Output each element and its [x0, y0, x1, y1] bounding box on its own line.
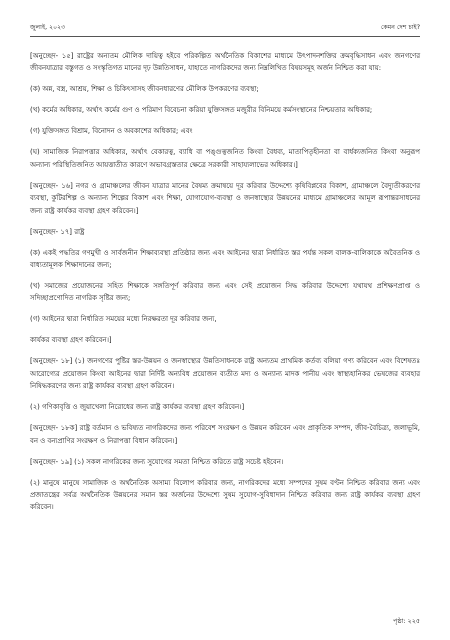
clause-gha-paragraph: (ঘ) সামাজিক নিরাপত্তার অধিকার, অর্থাৎ বেকারত্ব, ব্যাধি বা পঙ্গুত্বজনিত কিংবা বৈধব্য, মাতাপিতৃহীনতা বা বার্ধক্যজনিত কিংবা অনুরূপ অন্যান্য পরিস্থিতিজনিত আয়ত্তাতীত কারণে অভাবগ্রস্ততার ক্ষেত্রে সরকারী সাহায্যলাভের অধিকার।]: [30, 148, 420, 169]
clause-kha-paragraph: (খ) কর্মের অধিকার, অর্থাৎ কর্মের গুণ ও পরিমাণ বিবেচনা করিয়া যুক্তিসঙ্গত মজুরীর বিনিময়ে কর্মসংস্থানের নিশ্চয়তার অধিকার;: [30, 106, 373, 115]
article-19-2-paragraph: (২) মানুষে মানুষে সামাজিক ও অর্থনৈতিক অসাম্য বিলোপ করিবার জন্য, নাগরিকদের মধ্যে সম্পদের সুষম বণ্টন নিশ্চিত করিবার জন্য এবং প্রজাতন্ত্রের সর্বত্র অর্থনৈতিক উন্নয়নের সমান স্তর অর্জনের উদ্দেশ্যে সুষম সুযোগ-সুবিধাদান নিশ্চিত করিবার জন্য রাষ্ট্র কার্যকর ব্যবস্থা গ্রহণ করিবেন।: [30, 478, 420, 512]
article-15-paragraph: [অনুচ্ছেদ- ১৫] রাষ্ট্রের অন্যতম মৌলিক দায়িত্ব হইবে পরিকল্পিত অর্থনৈতিক বিকাশের মাধ্যমে উৎপাদনশক্তির ক্রমবৃদ্ধিসাধন এবং জনগণের জীবনযাত্রার বস্তুগত ও সংস্কৃতিগত মানের দৃঢ় উন্নতিসাধন, যাহাতে নাগরিকদের জন্য নিম্নলিখিত বিষয়সমূহ অর্জন নিশ্চিত করা যায়:: [30, 52, 420, 73]
article-19-1-paragraph: [অনুচ্ছেদ- ১৯] (১) সকল নাগরিকের জন্য সুযোগের সমতা নিশ্চিত করিতে রাষ্ট্র সচেষ্ট হইবেন।: [30, 457, 284, 466]
page-header: [30, 22, 420, 37]
article-18-1-paragraph: [অনুচ্ছেদ- ১৮] (১) জনগণের পুষ্টির স্তর-উন্নয়ন ও জনস্বাস্থ্যের উন্নতিসাধনকে রাষ্ট্র অন্যতম প্রাথমিক কর্তব্য বলিয়া গণ্য করিবেন এবং বিশেষতঃ আরোগ্যের প্রয়োজন কিংবা আইনের দ্বারা নির্দিষ্ট অন্যবিধ প্রয়োজন ব্যতীত মদ্য ও অন্যান্য মাদক পানীয় এবং স্বাস্থ্যহানিকর ভেষজের ব্যবহার নিষিদ্ধকরণের জন্য রাষ্ট্র কার্যকর ব্যবস্থা গ্রহণ করিবেন।: [30, 357, 420, 391]
article-17-heading: [অনুচ্ছেদ- ১৭] রাষ্ট্র: [30, 227, 85, 236]
article-17-clause-ka: (ক) একই পদ্ধতির গণমুখী ও সার্বজনীন শিক্ষাব্যবস্থা প্রতিষ্ঠার জন্য এবং আইনের দ্বারা নির্ধারিত স্তর পর্যন্ত সকল বালক-বালিকাকে অবৈতনিক ও বাধ্যতামূলক শিক্ষাদানের জন্য;: [30, 248, 420, 270]
article-17-clause-ga: (গ) আইনের দ্বারা নির্ধারিত সময়ের মধ্যে নিরক্ষরতা দূর করিবার জন্য,: [30, 315, 217, 324]
article-18a-paragraph: [অনুচ্ছেদ- ১৮ক] রাষ্ট্র বর্তমান ও ভবিষ্যত নাগরিকদের জন্য পরিবেশ সংরক্ষণ ও উন্নয়ন করিবেন এবং প্রাকৃতিক সম্পদ, জীব-বৈচিত্র্য, জলাভূমি, বন ও বন্যপ্রাণির সংরক্ষণ ও নিরাপত্তা বিধান করিবেন।]: [30, 424, 420, 445]
clause-ga-paragraph: (গ) যুক্তিসঙ্গত বিশ্রাম, বিনোদন ও অবকাশের অধিকার; এবং: [30, 127, 193, 136]
article-17-closing: কার্যকর ব্যবস্থা গ্রহণ করিবেন।]: [30, 336, 112, 345]
header-date: জুলাই, ২০২৩: [30, 24, 66, 31]
document-body: [30, 50, 420, 522]
article-17-clause-kha: (খ) সমাজের প্রয়োজনের সহিত শিক্ষাকে সঙ্গতিপূর্ণ করিবার জন্য এবং সেই প্রয়োজন সিদ্ধ করিবার উদ্দেশ্যে যথাযথ প্রশিক্ষণপ্রাপ্ত ও সদিচ্ছাপ্রণোদিত নাগরিক সৃষ্টির জন্য;: [30, 282, 420, 303]
article-18-2-paragraph: (২) গণিকাবৃত্তি ও জুয়াখেলা নিরোধের জন্য রাষ্ট্র কার্যকর ব্যবস্থা গ্রহণ করিবেন।]: [30, 403, 245, 412]
article-16-paragraph: [অনুচ্ছেদ- ১৬] নগর ও গ্রামাঞ্চলের জীবন যাত্রার মানের বৈষম্য ক্রমান্বয়ে দূর করিবার উদ্দেশ্যে কৃষিবিপ্লবের বিকাশ, গ্রামাঞ্চলে বৈদ্যুতীকরণের ব্যবস্থা, কুটিরশিল্প ও অন্যান্য শিল্পের বিকাশ এবং শিক্ষা, যোগাযোগ-ব্যবস্থা ও জনস্বাস্থ্যের উন্নয়নের মাধ্যমে গ্রামাঞ্চলের আমূল রূপান্তরসাধনের জন্য রাষ্ট্র কার্যকর ব্যবস্থা গ্রহণ করিবেন।]: [30, 181, 420, 215]
clause-ka-paragraph: (ক) অন্ন, বস্ত্র, আশ্রয়, শিক্ষা ও চিকিৎসাসহ জীবনধারণের মৌলিক উপকরণের ব্যবস্থা;: [30, 85, 259, 94]
header-title: কেমন দেশ চাই?: [381, 24, 420, 31]
page-number: পৃষ্ঠা: ২২৫: [393, 617, 420, 625]
